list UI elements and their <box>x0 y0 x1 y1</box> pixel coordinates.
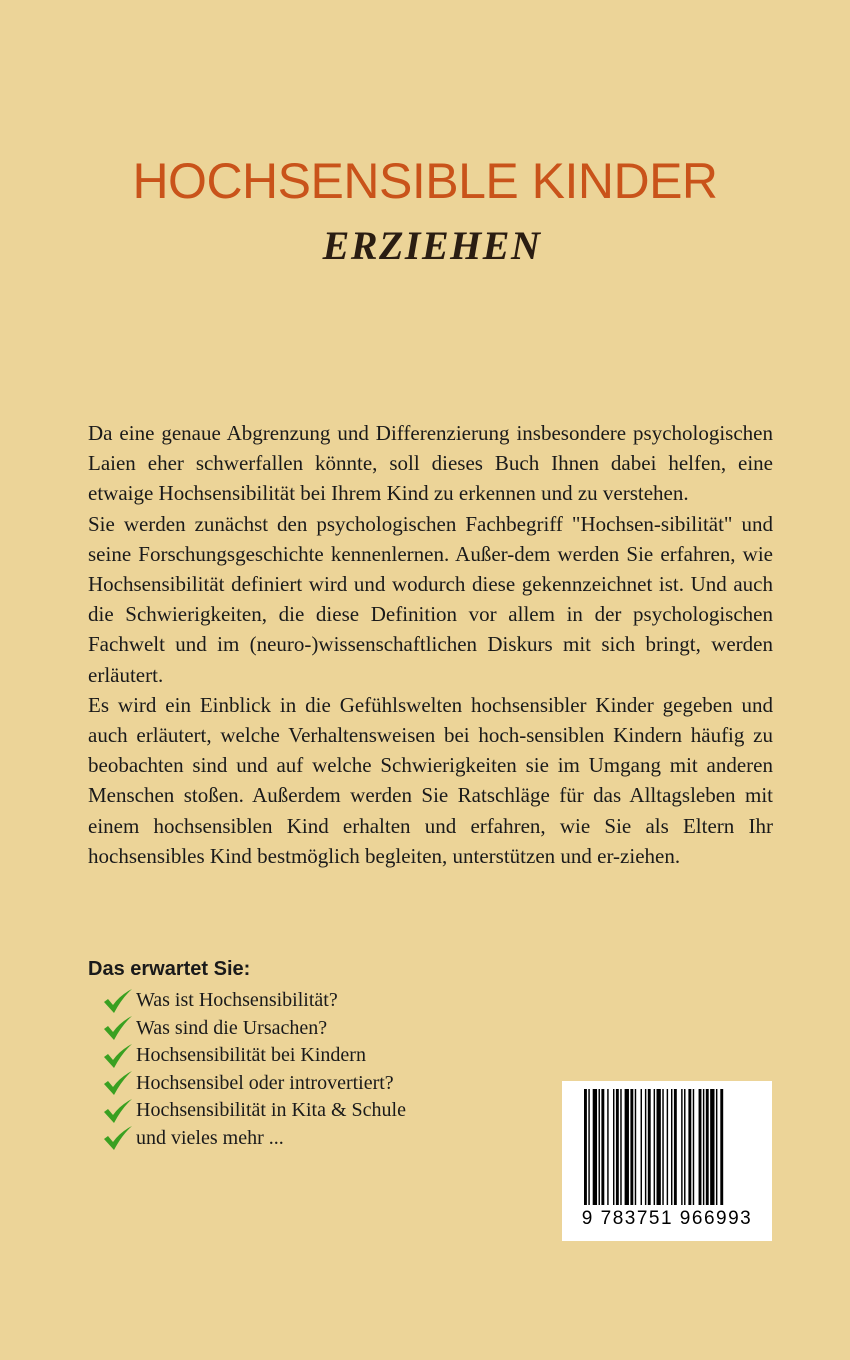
book-subtitle: ERZIEHEN <box>322 223 542 268</box>
highlights-heading: Das erwartet Sie: <box>88 958 251 980</box>
barcode-bar <box>654 1089 655 1205</box>
barcode-bar <box>601 1089 604 1205</box>
barcode-bar <box>648 1089 651 1205</box>
barcode-bar <box>667 1089 668 1205</box>
list-item-label: Hochsensibel oder introvertiert? <box>136 1071 394 1094</box>
barcode-bar <box>684 1089 685 1205</box>
barcode-bar <box>674 1089 677 1205</box>
barcode-bar <box>720 1089 723 1205</box>
list-item-label: Was sind die Ursachen? <box>136 1016 328 1039</box>
list-item <box>102 1015 406 1043</box>
description-paragraph: Da eine genaue Abgrenzung und Differenzierung insbesondere psychologischen Laien eher schwerfallen könnte, soll dieses Buch Ihnen dabei helfen, eine etwaige Hochsensibilität bei Ihrem Kind zu erkennen und zu verstehen. <box>88 421 773 506</box>
barcode-bar <box>593 1089 597 1205</box>
barcode-bar <box>716 1089 717 1205</box>
barcode-bars <box>562 1081 772 1211</box>
list-item <box>102 1042 406 1070</box>
description-paragraph: Es wird ein Einblick in die Gefühlswelten hochsensibler Kinder gegeben und auch erläutert, welche Verhaltensweisen bei hoch-sensiblen Kindern häufig zu beobachten sind und auf welche Schwierigkeiten sie im Umgang mit anderen Menschen stoßen. Außerdem werden Sie Ratschläge für das Alltagsleben mit einem hochsensiblen Kind erhalten und erfahren, wie Sie als Eltern Ihr hochsensibles Kind bestmöglich begleiten, unterstützen und er-ziehen. <box>88 692 773 868</box>
barcode-bar <box>645 1089 646 1205</box>
checkmark-icon <box>102 1098 134 1124</box>
list-item <box>102 987 406 1015</box>
list-item-label: Hochsensibilität bei Kindern <box>136 1044 366 1067</box>
barcode-bar <box>613 1089 614 1205</box>
list-item-label: Was ist Hochsensibilität? <box>136 989 338 1012</box>
checkmark-icon <box>102 1015 134 1041</box>
isbn-number: 9 783751 966993 <box>581 1208 753 1229</box>
description-paragraph: Sie werden zunächst den psychologischen Fachbegriff "Hochsen-sibilität" und seine Forschungsgeschichte kennenlernen. Außer-dem werden Sie erfahren, wie Hochsensibilität definiert wird und wodurch diese gekennzeichnet ist. Und auch die Schwierigkeiten, die diese Definition vor allem in der psychologischen Fachwelt und im (neuro-)wissenschaftlichen Diskurs mit sich bringt, werden erläutert. <box>88 511 773 687</box>
checkmark-icon <box>102 988 134 1014</box>
list-item <box>102 1097 406 1125</box>
barcode-bar <box>620 1089 621 1205</box>
highlights-list <box>102 987 406 1152</box>
barcode-bar <box>710 1089 714 1205</box>
list-item <box>102 1125 406 1153</box>
barcode-bar <box>657 1089 661 1205</box>
barcode-bar <box>641 1089 642 1205</box>
barcode-bar <box>588 1089 589 1205</box>
barcode-bar <box>703 1089 704 1205</box>
list-item-label: Hochsensibilität in Kita & Schule <box>136 1099 406 1122</box>
barcode-bar <box>662 1089 663 1205</box>
barcode-bar <box>625 1089 629 1205</box>
barcode-bar <box>584 1089 587 1205</box>
isbn-barcode <box>562 1081 772 1241</box>
checkmark-icon <box>102 1125 134 1151</box>
list-item-label: und vieles mehr ... <box>136 1126 284 1149</box>
book-title: HOCHSENSIBLE KINDER <box>132 153 718 209</box>
barcode-bar <box>607 1089 608 1205</box>
barcode-bar <box>681 1089 682 1205</box>
list-item <box>102 1070 406 1098</box>
barcode-bar <box>706 1089 709 1205</box>
barcode-bar <box>635 1089 636 1205</box>
checkmark-icon <box>102 1043 134 1069</box>
checkmark-icon <box>102 1070 134 1096</box>
barcode-bar <box>599 1089 600 1205</box>
barcode-bar <box>699 1089 702 1205</box>
book-description <box>88 418 773 871</box>
barcode-bar <box>688 1089 691 1205</box>
barcode-bar <box>616 1089 619 1205</box>
barcode-bar <box>693 1089 694 1205</box>
barcode-bar <box>630 1089 633 1205</box>
barcode-bar <box>671 1089 672 1205</box>
